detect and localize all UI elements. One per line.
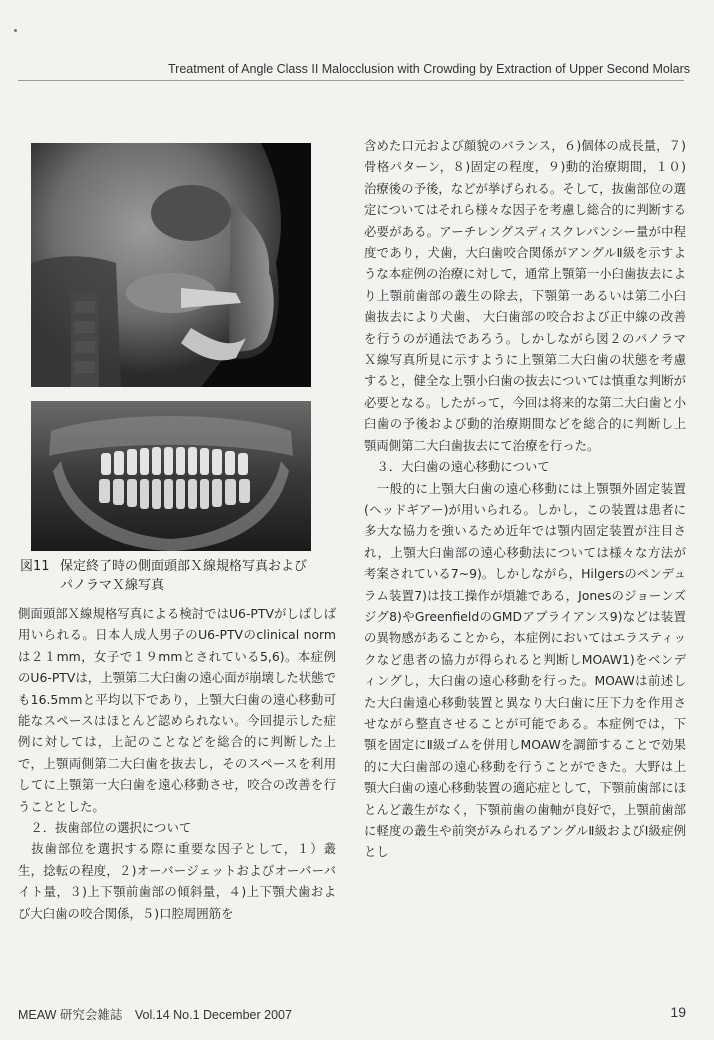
section-heading-3: ３．大臼歯の遠心移動について: [364, 459, 550, 475]
left-paragraph-2: 抜歯部位を選択する際に重要な因子として，１）叢生，捻転の程度，２)オーバージェットおよびオーバーバイト量，３)上下顎前歯部の傾斜量，４)上下顎犬歯および大臼歯の咬合関係，５)口腔周囲筋を: [18, 841, 336, 921]
running-header: Treatment of Angle Class II Malocclusion with Crowding by Extraction of Upper Second Molars: [168, 62, 690, 76]
journal-footer: MEAW 研究会雑誌 Vol.14 No.1 December 2007: [18, 1008, 292, 1022]
scan-speck: [14, 29, 17, 32]
page-number: 19: [670, 1004, 686, 1020]
panoramic-radiograph: [31, 401, 311, 551]
right-paragraph-1: 含めた口元および顔貌のバランス，６)個体の成長量，７)骨格パターン，８)固定の程度，９)動的治療期間，１０)治療後の予後，などが挙げられる。そして，抜歯部位の選定についてはそれら様々な因子を考慮し総合的に判断する必要がある。アーチレングスディスクレパンシー量が中程度であり，犬歯，大臼歯咬合関係がアングルⅡ級を示すような本症例の治療に対して，通常上顎第一小臼歯抜去により上顎前歯部の叢生の除去，下顎第一あるいは第二小臼歯抜去により犬歯、 大臼歯部の咬合および正中線の改善を行うのが通法であろう。しかしながら図２のパノラマＸ線写真所見に示すように上顎第二大臼歯の状態を考慮すると，健全な上顎小臼歯の抜去については慎重な判断が必要となる。したがって，今回は将来的な第二大臼歯と小臼歯の予後および動的治療期間などを総合的に判断し上顎両側第二大臼歯抜去にて治療を行った。: [364, 138, 686, 453]
header-rule: [18, 80, 684, 81]
cephalometric-radiograph: [31, 143, 311, 387]
figure-caption: [20, 557, 340, 595]
panoramic-xray-drawing: [31, 401, 311, 551]
left-paragraph-1: 側面頭部Ｘ線規格写真による検討ではU6-PTVがしばしば用いられる。日本人成人男子のU6-PTVのclinical normは２１mm，女子で１９mmとされている5,6)。本症例のU6-PTVは，上顎第二大臼歯の遠心面が崩壊した状態でも16.5mmと平均以下であり，上顎大臼歯の遠心移動可能なスペースはほとんど認められない。今回提示した症例に対しては，上記のことなどを総合的に判断した上で，上顎両側第二大臼歯を抜去し，そのスペースを利用してに上顎第一大臼歯を遠心移動させ，咬合の改善を行うこととした。: [18, 606, 336, 814]
caption-line-2: パノラマＸ線写真: [60, 578, 165, 593]
left-text-column: [18, 603, 336, 924]
figure-number: 図11: [20, 559, 50, 574]
right-text-column: [364, 135, 686, 863]
ceph-xray-drawing: [31, 143, 311, 387]
right-paragraph-2: 一般的に上顎大臼歯の遠心移動には上顎顎外固定装置(ヘッドギアー)が用いられる。しかし，この装置は患者に多大な協力を強いるため近年では顎内固定装置が注目され，上顎大臼歯部の遠心移動法については様々な方法が考案されている7~9)。しかしながら，Hilgersのペンデュラム装置7)は技工操作が煩雑である，Jonesのジョーンズジグ8)やGreenfieldのGMDアプライアンス9)などは装置の異物感があることから，本症例においてはエラスティックなど患者の協力が得られると判断しMOAW1)をベンディングし，大臼歯の遠心移動を行った。MOAWは前述した大臼歯遠心移動装置と異なり大臼歯に圧下力を作用させながら整直させることが可能である。本症例では，下顎を固定にⅡ級ゴムを併用しMOAWを調節することで効果的に大臼歯部の遠心移動を行うことができた。大野は上顎大臼歯の遠心移動装置の適応症として，下顎前歯部にほとんど叢生がなく，下顎前歯の歯軸が良好で，上顎前歯部に軽度の叢生や前突がみられるアングルⅡ級およびⅠ級症例とし: [364, 480, 686, 860]
caption-line-1: 保定終了時の側面頭部Ｘ線規格写真および: [60, 559, 308, 574]
section-heading-2: ２．抜歯部位の選択について: [18, 820, 192, 836]
